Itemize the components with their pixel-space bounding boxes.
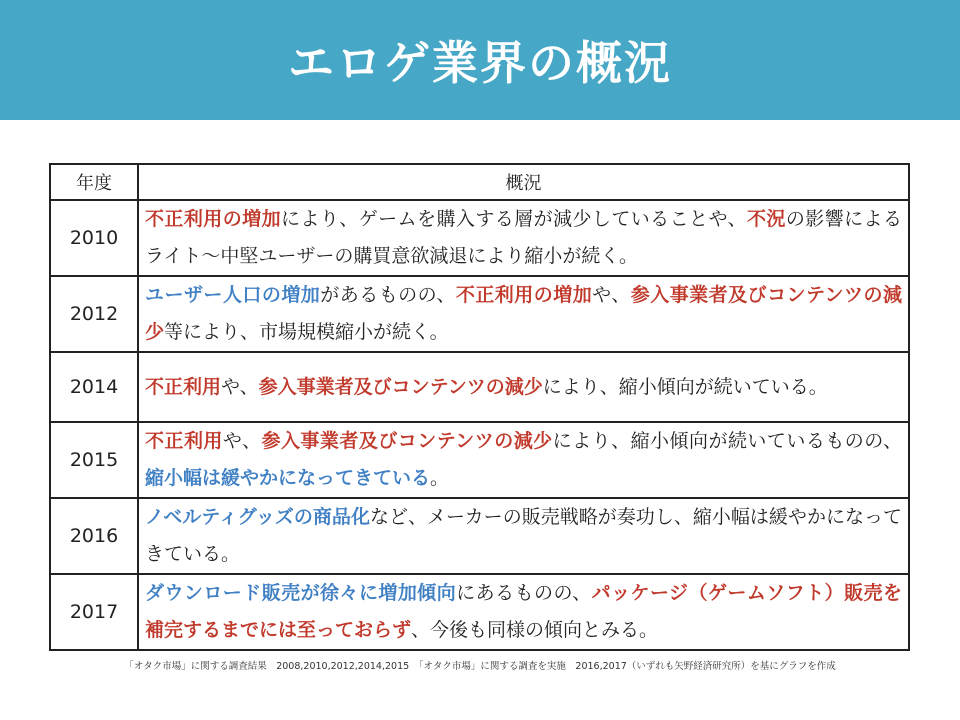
- industry-status-table: [49, 163, 910, 651]
- status-text: や、: [222, 430, 262, 452]
- status-cell: [138, 422, 909, 498]
- highlighted-phrase: ユーザー人口の増加: [145, 284, 321, 306]
- status-text: があるものの、: [320, 284, 456, 306]
- status-cell: [138, 498, 909, 574]
- status-text: や、: [592, 284, 631, 306]
- table-row: [50, 352, 909, 422]
- highlighted-phrase: ノベルティグッズの商品化: [145, 506, 370, 528]
- table-row: [50, 574, 909, 650]
- highlighted-phrase: 不況: [746, 208, 786, 230]
- year-column-header: 年度: [50, 164, 138, 200]
- table-row: [50, 422, 909, 498]
- status-cell: [138, 276, 909, 352]
- year-cell: 2016: [50, 498, 138, 574]
- status-text: など、メーカーの販売戦略が奏功し、縮小幅は緩やかになってきている。: [145, 506, 903, 565]
- year-cell: 2014: [50, 352, 138, 422]
- status-cell: [138, 574, 909, 650]
- status-cell: [138, 352, 909, 422]
- status-text: 等により、市場規模縮小が続く。: [164, 321, 449, 343]
- highlighted-phrase: 不正利用: [145, 375, 222, 398]
- highlighted-phrase: パッケージ（ゲームソフト）販売を補完するまでには至っておらず: [145, 582, 902, 641]
- status-text: や、: [221, 375, 259, 398]
- highlighted-phrase: 不正利用の増加: [455, 284, 593, 306]
- table-row: [50, 498, 909, 574]
- source-footnote: 「オタク市場」に関する調査結果 2008,2010,2012,2014,2015 「オタク市場」に関する調査を実施 2016,2017（いずれも矢野経済研究所）を基にグラフを作成: [124, 661, 836, 672]
- status-text: の影響によるライト～中堅ユーザーの購買意欲減退により縮小が続く。: [145, 208, 902, 267]
- table-row: [50, 200, 909, 276]
- status-text: により、縮小傾向が続いている。: [542, 375, 828, 398]
- year-cell: 2015: [50, 422, 138, 498]
- table-body: [50, 200, 909, 650]
- highlighted-phrase: 不正利用: [145, 430, 223, 452]
- status-text: により、ゲームを購入する層が減少していることや、: [281, 208, 747, 230]
- slide-title: エロゲ業界の概況: [288, 36, 672, 90]
- title-banner: [0, 0, 960, 120]
- status-text: により、縮小傾向が続いているものの、: [552, 430, 902, 452]
- year-cell: 2012: [50, 276, 138, 352]
- highlighted-phrase: 不正利用の増加: [145, 208, 282, 230]
- highlighted-phrase: 参入事業者及びコンテンツの減少: [261, 430, 553, 452]
- status-column-header: 概況: [138, 164, 909, 200]
- highlighted-phrase: ダウンロード販売が徐々に増加傾向: [145, 582, 457, 604]
- year-cell: 2017: [50, 574, 138, 650]
- table-header-row: [50, 164, 909, 200]
- table-row: [50, 276, 909, 352]
- status-text: 、今後も同様の傾向とみる。: [411, 619, 659, 641]
- year-cell: 2010: [50, 200, 138, 276]
- status-cell: [138, 200, 909, 276]
- highlighted-phrase: 参入事業者及びコンテンツの減少: [258, 375, 543, 398]
- status-text: 。: [430, 467, 450, 489]
- highlighted-phrase: 参入事業者及びコンテンツの減少: [145, 284, 902, 343]
- status-text: にあるものの、: [456, 582, 592, 604]
- highlighted-phrase: 縮小幅は緩やかになってきている: [145, 467, 431, 489]
